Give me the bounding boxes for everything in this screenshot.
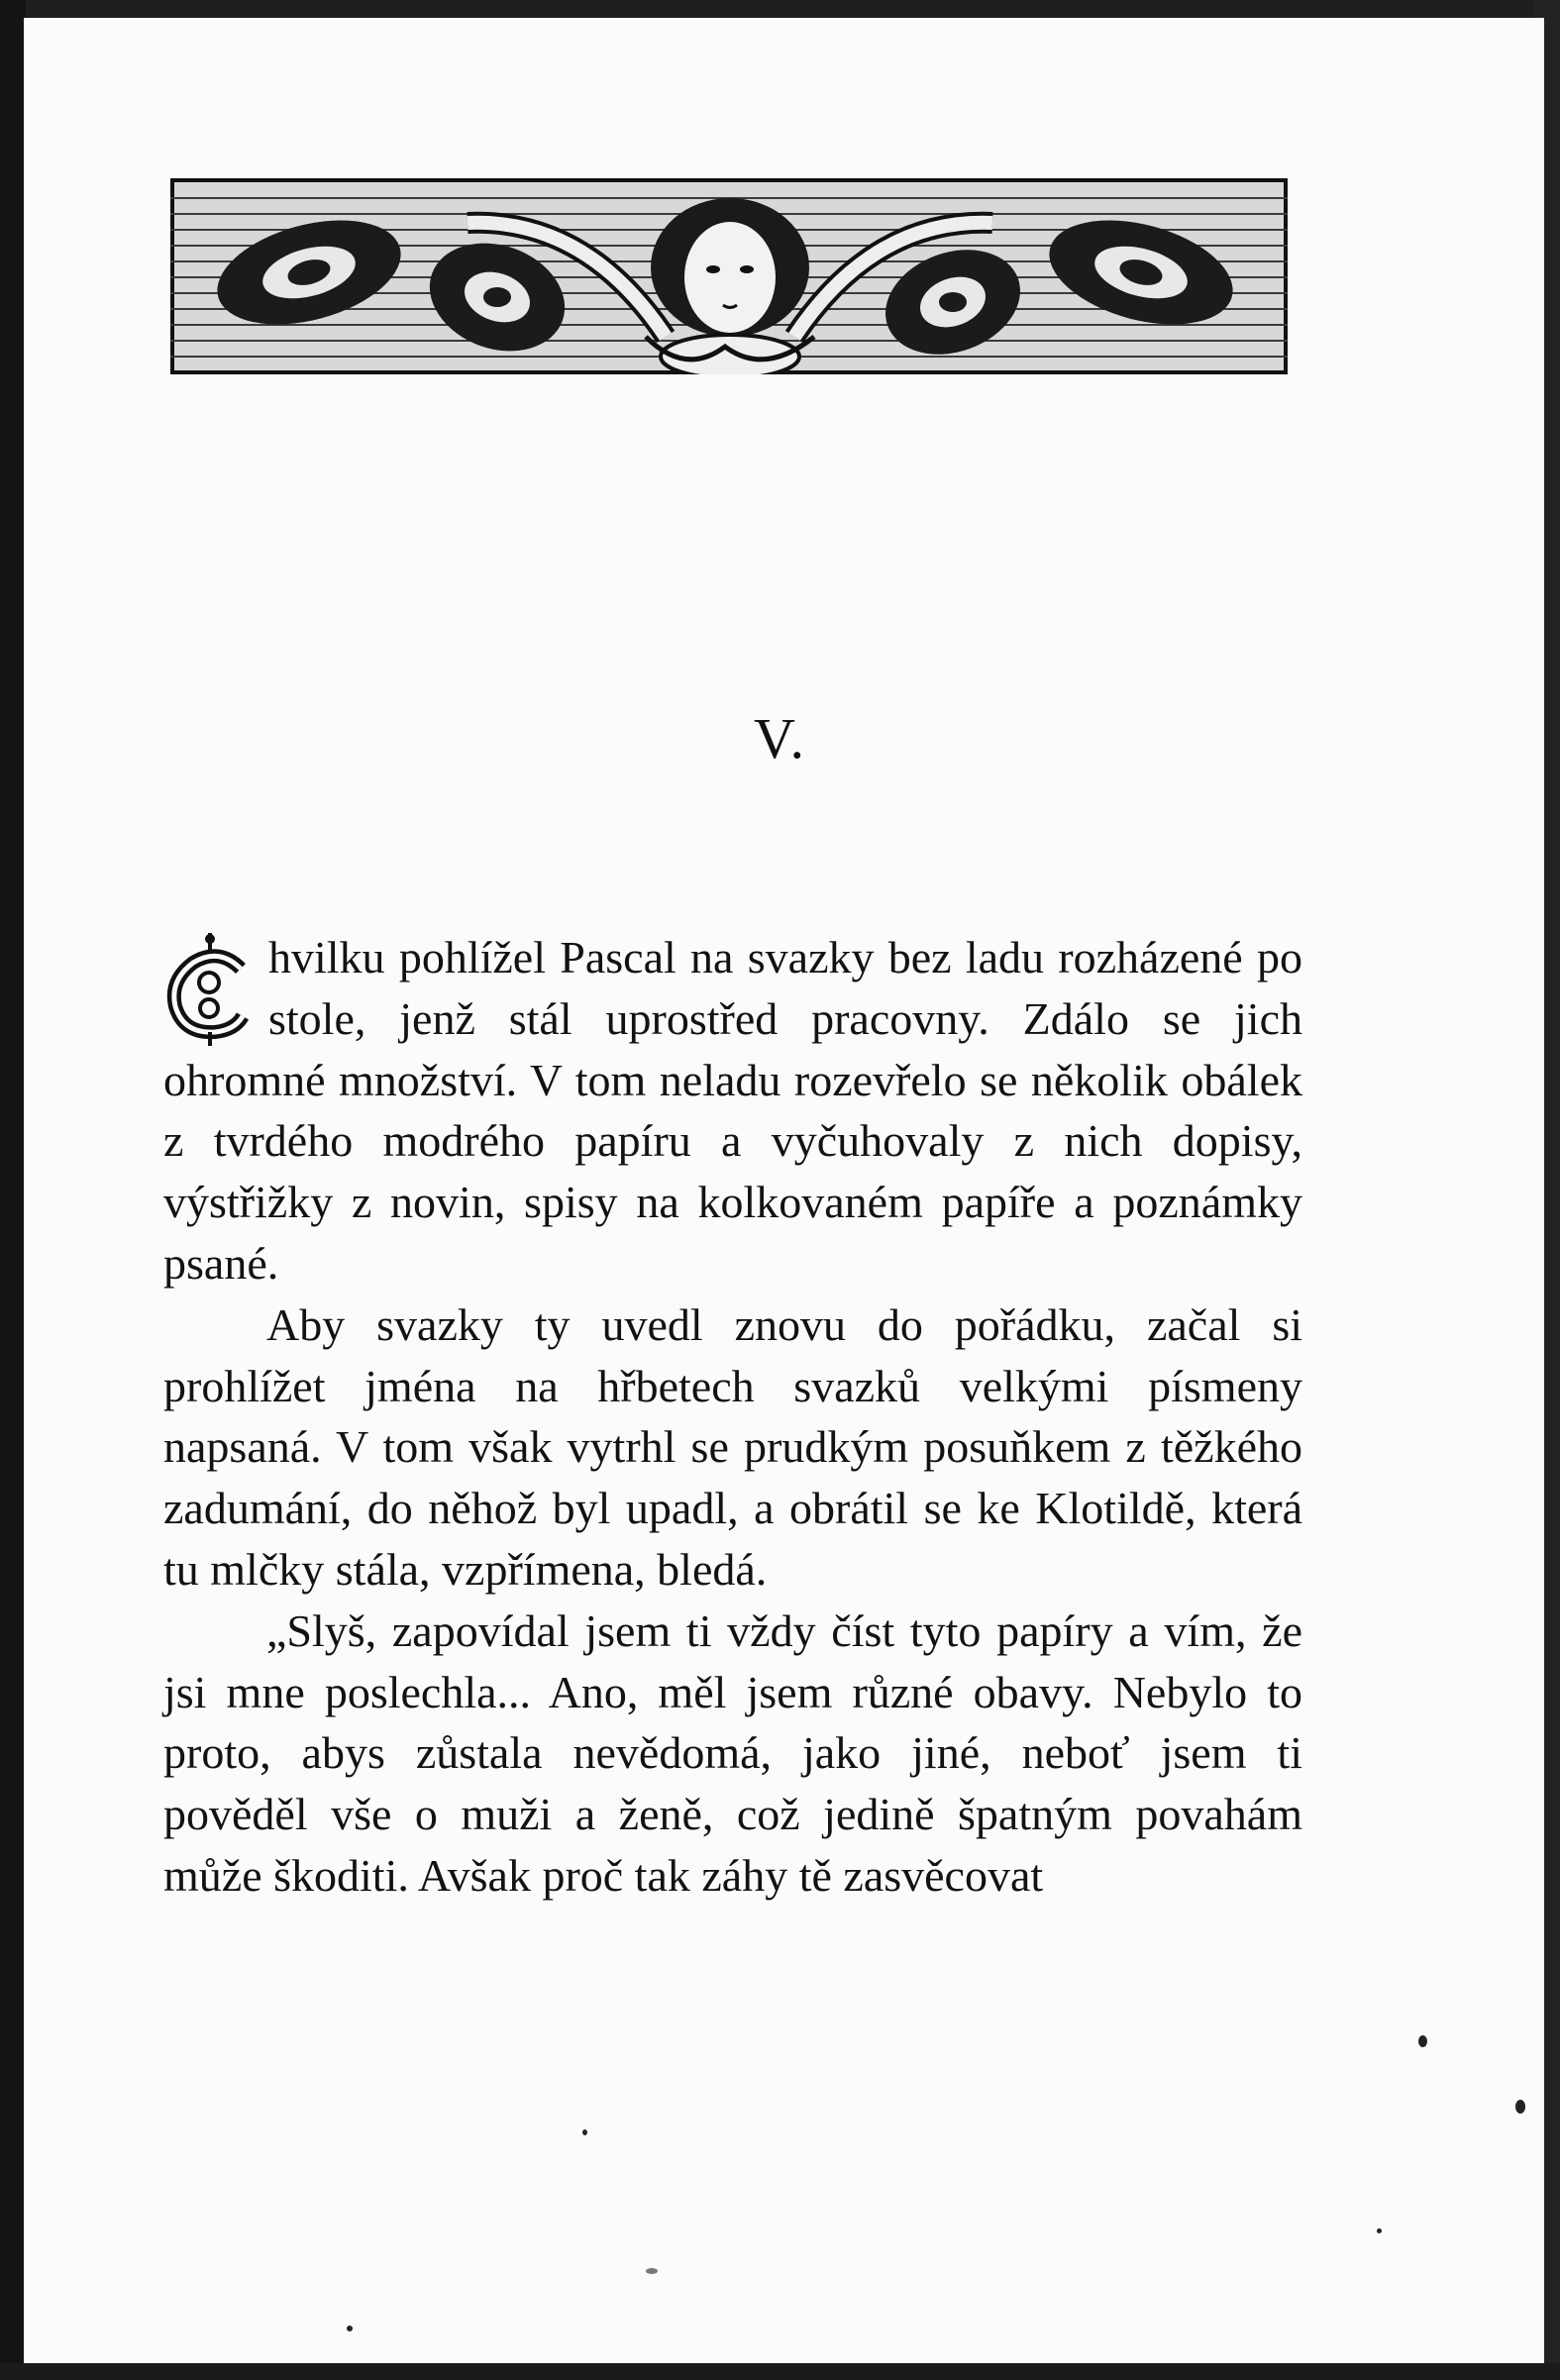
paragraph-2: Aby svazky ty uvedl znovu do pořádku, začal si prohlížet jména na hřbetech svazků velkými písmeny napsaná. V tom však vytrhl se prudkým posuňkem z těžkého zadumání, do něhož byl upadl, a obrátil se ke Klotildě, která tu mlčky stála, vzpřímena, bledá. [163,1298,1302,1595]
drop-cap-ornament [159,929,260,1046]
header-ornament [170,178,1288,374]
paragraph-1-text: hvilku pohlížel Pascal na svazky bez ladu rozházené po stole, jenž stál uprostřed pracovny. Zdálo se jich ohromné množství. V tom neladu rozevřelo se několik obálek z tvrdého modrého papíru a vyčuhovaly z nich dopisy, výstřižky z novin, spisy na kolkovaném papíře a poznámky psané. [163,932,1302,1289]
chapter-number: V. [754,706,806,771]
paragraph-1 [159,927,1302,1294]
scan-speck [1418,2035,1427,2047]
scan-edge-top [0,0,1560,18]
scan-speck [646,2268,658,2274]
scan-speck [1515,2100,1525,2114]
scan-edge-bottom [0,2363,1560,2380]
body-text [159,927,1302,1907]
scan-speck [347,2326,353,2331]
scan-edge-left [0,0,26,2380]
drop-cap-letter: C [159,929,160,930]
scan-speck [1377,2228,1382,2233]
scan-speck [582,2129,587,2135]
paragraph-3: „Slyš, zapovídal jsem ti vždy číst tyto papíry a vím, že jsi mne poslechla... Ano, měl jsem různé obavy. Nebylo to proto, abys zůstala nevědomá, jako jiné, neboť jsem ti pověděl vše o muži a ženě, což jedině špatným povahám může škoditi. Avšak proč tak záhy tě zasvěcovat [163,1604,1302,1901]
